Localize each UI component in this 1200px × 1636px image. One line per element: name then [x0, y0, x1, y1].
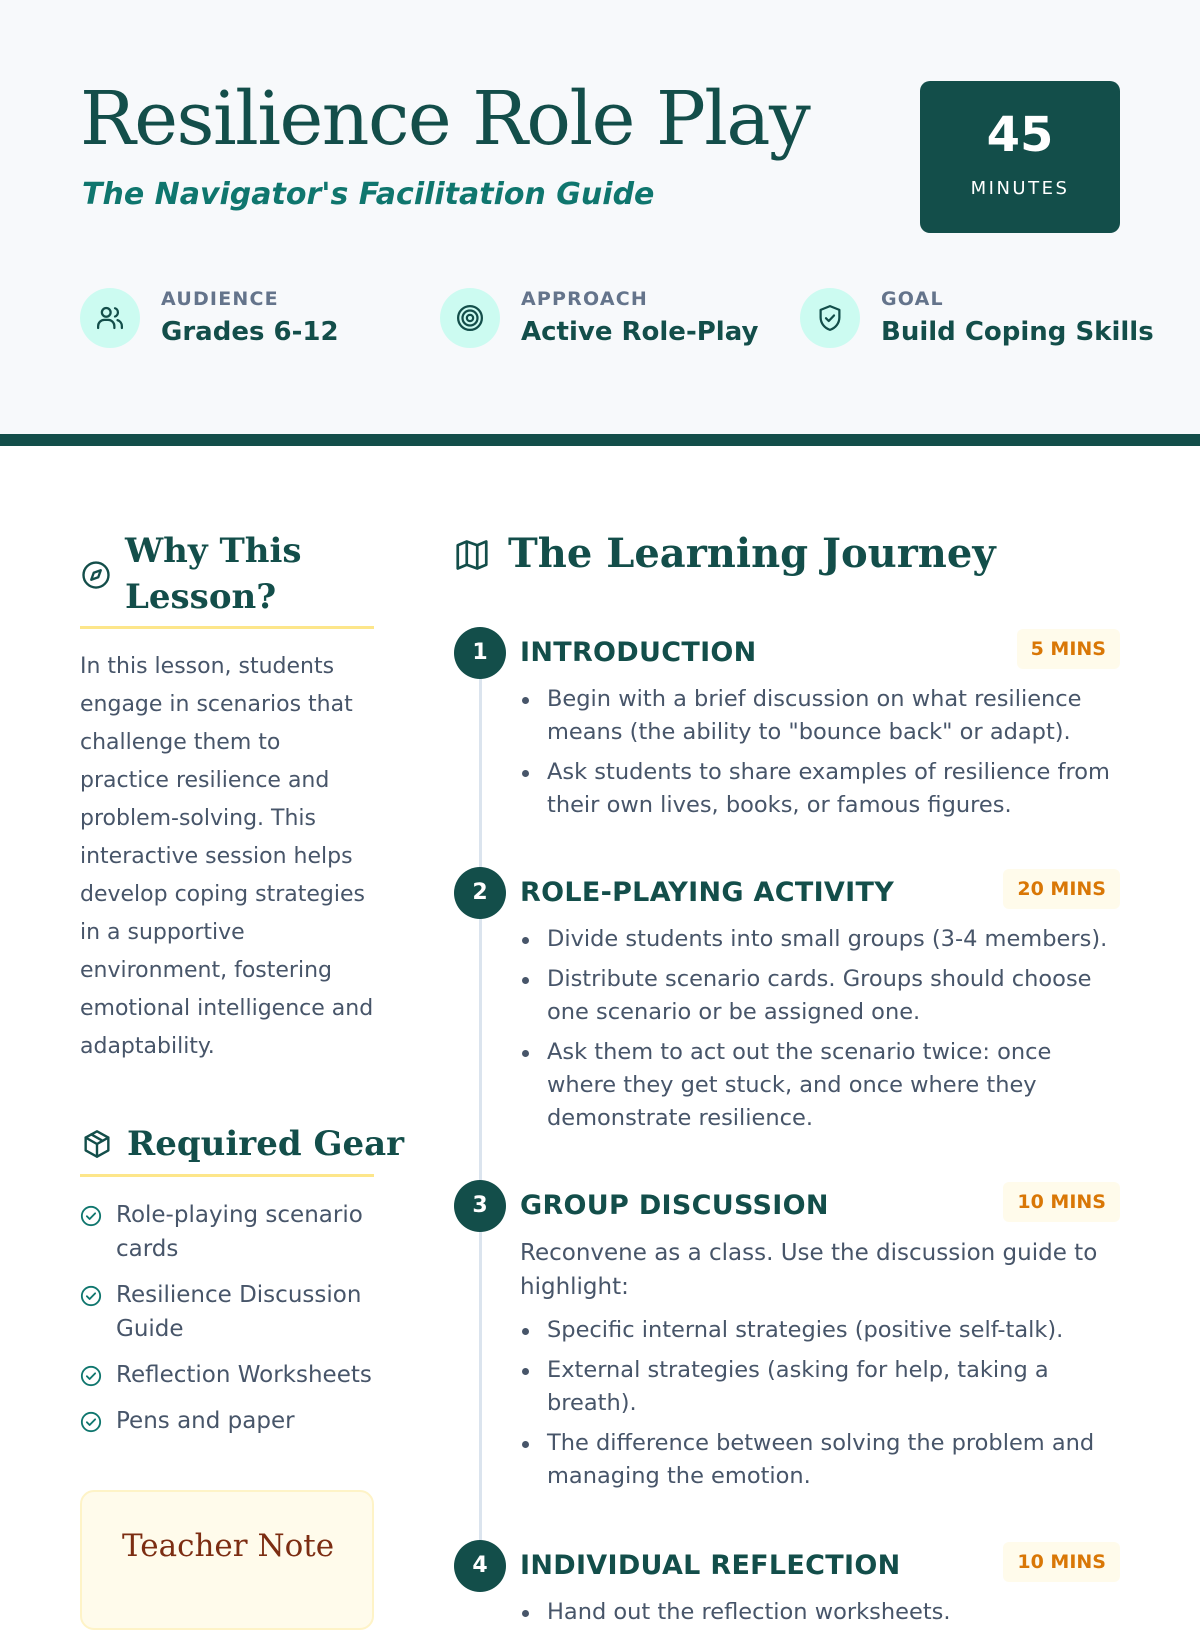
step-title: INDIVIDUAL REFLECTION — [520, 1550, 901, 1581]
meta-label: AUDIENCE — [161, 288, 279, 310]
check-circle-icon — [80, 1285, 102, 1307]
gear-heading: Required Gear — [127, 1124, 405, 1164]
why-heading: Why This Lesson? — [125, 531, 302, 617]
gear-item-label: Pens and paper — [116, 1408, 295, 1434]
step-body — [520, 1596, 1118, 1636]
step-number: 2 — [454, 867, 506, 919]
package-icon — [81, 1128, 113, 1160]
step-points — [520, 923, 1118, 1135]
header-divider — [0, 434, 1200, 446]
list-item: Divide students into small groups (3-4 members). — [520, 923, 1118, 956]
list-item: Begin with a brief discussion on what resilience means (the ability to "bounce back" or adapt). — [520, 683, 1118, 749]
duration-badge — [920, 81, 1120, 233]
header — [0, 0, 1200, 434]
gear-list — [80, 1198, 380, 1450]
gear-item-label: Role-playing scenario cards — [116, 1202, 363, 1262]
meta-label: APPROACH — [521, 288, 648, 310]
compass-icon — [81, 560, 111, 590]
step-duration-badge: 20 MINS — [1003, 869, 1120, 909]
duration-unit: MINUTES — [970, 178, 1070, 199]
timeline-line — [479, 665, 482, 1565]
gear-item-label: Resilience Discussion Guide — [116, 1282, 362, 1342]
step-body — [520, 1236, 1118, 1500]
step-points — [520, 683, 1118, 822]
list-item: Specific internal strategies (positive self-talk). — [520, 1314, 1118, 1347]
gear-divider — [80, 1174, 374, 1177]
step-duration-badge: 10 MINS — [1003, 1542, 1120, 1582]
gear-item-label: Reflection Worksheets — [116, 1362, 372, 1388]
check-circle-icon — [80, 1205, 102, 1227]
meta-approach — [440, 286, 760, 350]
meta-audience — [80, 286, 380, 350]
list-item: Hand out the reflection worksheets. — [520, 1596, 1118, 1629]
step-number: 1 — [454, 627, 506, 679]
list-item: Distribute scenario cards. Groups should choose one scenario or be assigned one. — [520, 963, 1118, 1029]
journey-heading: The Learning Journey — [508, 530, 996, 577]
why-text: In this lesson, students engage in scenarios that challenge them to practice resilience and problem-solving. This interactive session helps develop coping strategies in a supportive environment, fostering emotional intelligence and adaptability. — [80, 654, 374, 1059]
page-subtitle: The Navigator's Facilitation Guide — [82, 177, 655, 212]
meta-value: Active Role-Play — [521, 317, 759, 347]
check-circle-icon — [80, 1365, 102, 1387]
target-icon — [440, 288, 500, 348]
list-item — [80, 1358, 380, 1392]
list-item — [80, 1198, 380, 1266]
meta-value: Build Coping Skills — [881, 317, 1154, 347]
step-number: 3 — [454, 1180, 506, 1232]
teacher-note-title: Teacher Note — [122, 1528, 335, 1564]
step-title: GROUP DISCUSSION — [520, 1190, 829, 1221]
duration-value: 45 — [986, 107, 1054, 163]
step-body — [520, 923, 1118, 1142]
list-item: External strategies (asking for help, taking a breath). — [520, 1354, 1118, 1420]
step-duration-badge: 5 MINS — [1017, 629, 1120, 669]
users-icon — [80, 288, 140, 348]
step-points — [520, 1314, 1118, 1493]
step-title: INTRODUCTION — [520, 637, 757, 668]
list-item — [80, 1404, 380, 1438]
map-icon — [454, 537, 490, 573]
list-item: The difference between solving the problem and managing the emotion. — [520, 1427, 1118, 1493]
why-divider — [80, 626, 374, 629]
step-number: 4 — [454, 1540, 506, 1592]
meta-goal — [800, 286, 1154, 350]
step-title: ROLE-PLAYING ACTIVITY — [520, 877, 895, 908]
list-item: Ask them to act out the scenario twice: once where they get stuck, and once where they demonstrate resilience. — [520, 1036, 1118, 1135]
page-title: Resilience Role Play — [80, 76, 810, 162]
step-body — [520, 683, 1118, 829]
teacher-note-card — [80, 1490, 374, 1630]
check-circle-icon — [80, 1411, 102, 1433]
list-item: Ask students to share examples of resilience from their own lives, books, or famous figures. — [520, 756, 1118, 822]
meta-value: Grades 6-12 — [161, 317, 339, 347]
step-points — [520, 1596, 1118, 1629]
list-item — [80, 1278, 380, 1346]
step-intro: Reconvene as a class. Use the discussion guide to highlight: — [520, 1240, 1098, 1300]
meta-label: GOAL — [881, 288, 944, 310]
step-duration-badge: 10 MINS — [1003, 1182, 1120, 1222]
shield-check-icon — [800, 288, 860, 348]
